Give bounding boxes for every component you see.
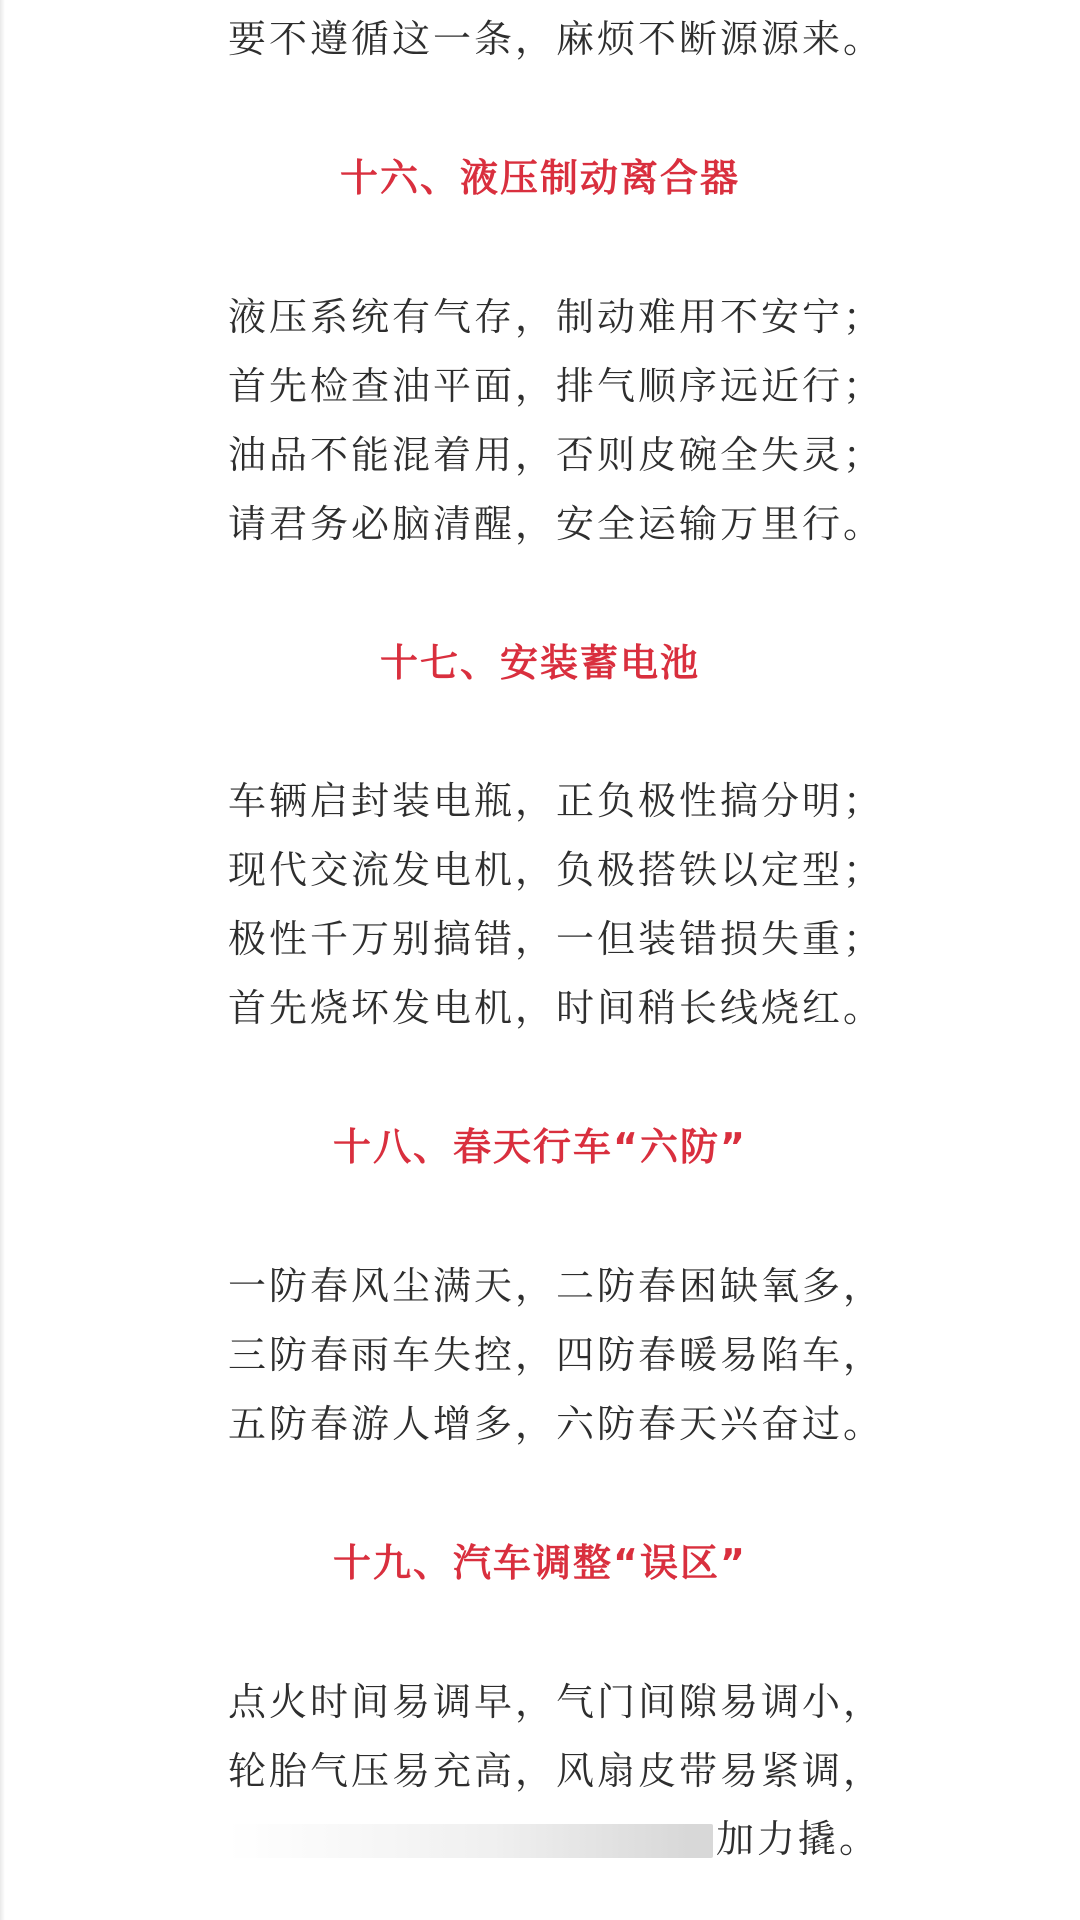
verse-line: 点火时间易调早，气门间隙易调小， — [228, 1680, 885, 1724]
section-title-19: 十九、汽车调整“误区” — [333, 1541, 747, 1585]
verse-line: 五防春游人增多，六防春天兴奋过。 — [228, 1402, 885, 1446]
verse-line: 首先检查油平面，排气顺序远近行； — [228, 364, 885, 408]
section-title-16: 十六、液压制动离合器 — [339, 156, 740, 200]
verse-line: 车辆启封装电瓶，正负极性搞分明； — [228, 779, 885, 823]
verse-line: 首先烧坏发电机，时间稍长线烧红。 — [228, 986, 885, 1030]
verse-line: 请君务必脑清醒，安全运输万里行。 — [228, 502, 885, 546]
verse-line: 极性千万别搞错，一但装错损失重； — [228, 917, 885, 961]
verse-line-tail: 加力撬。 — [716, 1817, 881, 1861]
section-title-17: 十七、安装蓄电池 — [379, 641, 700, 685]
obscured-text-overlay — [228, 1824, 713, 1858]
verse-line-intro: 要不遵循这一条，麻烦不断源源来。 — [228, 17, 885, 61]
verse-line: 一防春风尘满天，二防春困缺氧多， — [228, 1264, 885, 1308]
page-edge-shadow — [0, 0, 5, 1920]
section-title-18: 十八、春天行车“六防” — [333, 1125, 747, 1169]
verse-line: 油品不能混着用，否则皮碗全失灵； — [228, 433, 885, 477]
verse-line: 轮胎气压易充高，风扇皮带易紧调， — [228, 1749, 885, 1793]
verse-line: 液压系统有气存，制动难用不安宁； — [228, 295, 885, 339]
verse-line: 三防春雨车失控，四防春暖易陷车， — [228, 1333, 885, 1377]
obscured-verse-line — [228, 1814, 881, 1864]
verse-line: 现代交流发电机，负极搭铁以定型； — [228, 848, 885, 892]
